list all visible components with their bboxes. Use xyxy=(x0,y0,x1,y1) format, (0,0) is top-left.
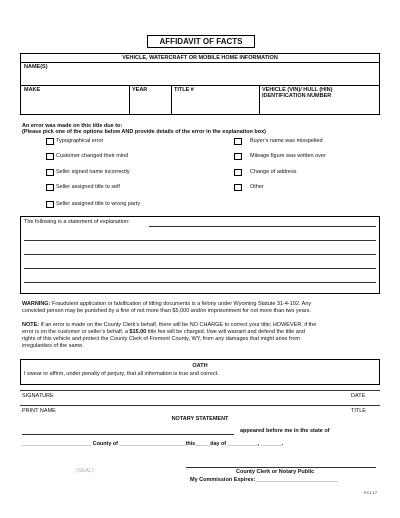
appeared-name-line[interactable] xyxy=(22,434,234,435)
title-number-label: TITLE # xyxy=(174,87,194,93)
title-label: TITLE xyxy=(351,408,366,414)
clerk-label: County Clerk or Notary Public xyxy=(236,469,315,475)
seller-assigned-to-self-label: Seller assigned title to self xyxy=(56,184,120,190)
notary-heading: NOTARY STATEMENT xyxy=(171,416,229,422)
note-line-1 xyxy=(22,322,382,329)
seller-assigned-to-self-checkbox[interactable] xyxy=(46,184,54,191)
note-text-4: irregularities of the same. xyxy=(22,343,84,349)
form-title: AFFIDAVIT OF FACTS xyxy=(147,35,255,48)
vehicle-table-header: VEHICLE, WATERCRAFT OR MOBILE HOME INFORMATION xyxy=(122,55,278,61)
mileage-written-over-checkbox[interactable] xyxy=(234,153,242,160)
form-code: FC1 17 xyxy=(364,490,378,495)
customer-changed-mind-label: Customer changed their mind xyxy=(56,153,129,159)
seal-placeholder: (SEAL) xyxy=(76,468,94,474)
signature-line[interactable] xyxy=(20,390,380,391)
buyer-name-misspelled-label: Buyer’s name was misspelled xyxy=(250,138,323,144)
note-text-3: rights of this vehicle and protect the County Clerk of Fremont County, WY, from any damages that might arise from xyxy=(22,336,300,342)
make-label: MAKE xyxy=(24,87,41,93)
error-intro: An error was made on this title due to: xyxy=(22,123,123,129)
date-label: DATE xyxy=(351,393,366,399)
other-checkbox[interactable] xyxy=(234,184,242,191)
signature-label: SIGNATURE xyxy=(22,393,54,399)
county-line: _______________________ County of ______________________this_____day of __________, _______. xyxy=(22,441,284,447)
print-name-line[interactable] xyxy=(20,405,380,406)
customer-changed-mind-checkbox[interactable] xyxy=(46,153,54,160)
explanation-label: The following is a statement of explanation: xyxy=(24,219,130,225)
warning-label: WARNING: xyxy=(22,301,51,307)
note-text-2a: error is on the customer or seller’s behalf, a xyxy=(22,329,128,335)
oath-box xyxy=(20,359,380,385)
names-field[interactable] xyxy=(21,63,379,85)
typographical-error-checkbox[interactable] xyxy=(46,138,54,145)
note-fee: $15.00 xyxy=(129,329,147,335)
change-of-address-checkbox[interactable] xyxy=(234,169,242,176)
print-name-label: PRINT NAME xyxy=(22,408,56,414)
change-of-address-label: Change of address xyxy=(250,169,297,175)
year-label: YEAR xyxy=(132,87,148,93)
explanation-box[interactable] xyxy=(20,216,380,294)
oath-heading: OATH xyxy=(192,363,208,369)
mileage-written-over-label: Mileage figure was written over xyxy=(250,153,326,159)
error-instructions: (Please pick one of the options below AND provide details of the error in the explanation box) xyxy=(22,129,266,135)
warning-text-1: Fraudulent application or falsification of titling documents is a felony under Wyoming Statute 31-4-102. Any xyxy=(51,301,312,307)
oath-text: I swear or affirm, under penalty of perjury, that all information is true and correct. xyxy=(24,371,219,377)
clerk-signature-line[interactable] xyxy=(186,467,376,468)
seller-assigned-wrong-party-label: Seller assigned title to wrong party xyxy=(56,201,141,207)
warning-line-1 xyxy=(22,301,382,308)
names-label: NAME(S) xyxy=(24,64,48,70)
seller-signed-incorrectly-label: Seller signed name incorrectly xyxy=(56,169,130,175)
vin-label-line-1: VEHICLE (VIN)/ HULL (HIN) xyxy=(262,87,333,93)
note-line-2 xyxy=(22,329,384,336)
other-label: Other xyxy=(250,184,264,190)
note-label: NOTE: xyxy=(22,322,40,328)
seller-signed-incorrectly-checkbox[interactable] xyxy=(46,169,54,176)
buyer-name-misspelled-checkbox[interactable] xyxy=(234,138,242,145)
commission-expires: My Commission Expires:___________________________ xyxy=(190,477,338,483)
appeared-text: appeared before me in the state of xyxy=(240,428,330,434)
typographical-error-label: Typographical error xyxy=(56,138,104,144)
vin-label-line-2: IDENTIFICATION NUMBER xyxy=(262,93,332,99)
seller-assigned-wrong-party-checkbox[interactable] xyxy=(46,201,54,208)
warning-text-2: convicted person may be punished by a fine of not more than $5,000 and/or imprisonment for not more than two years. xyxy=(22,308,311,314)
note-text-2b: title fee will be charged. I/we will warrant and defend the title and xyxy=(147,329,305,335)
vehicle-info-table xyxy=(20,53,380,115)
note-text-1: If an error is made on the County Clerk’s behalf, there will be NO CHARGE to correct your title; HOWEVER, if the xyxy=(40,322,317,328)
